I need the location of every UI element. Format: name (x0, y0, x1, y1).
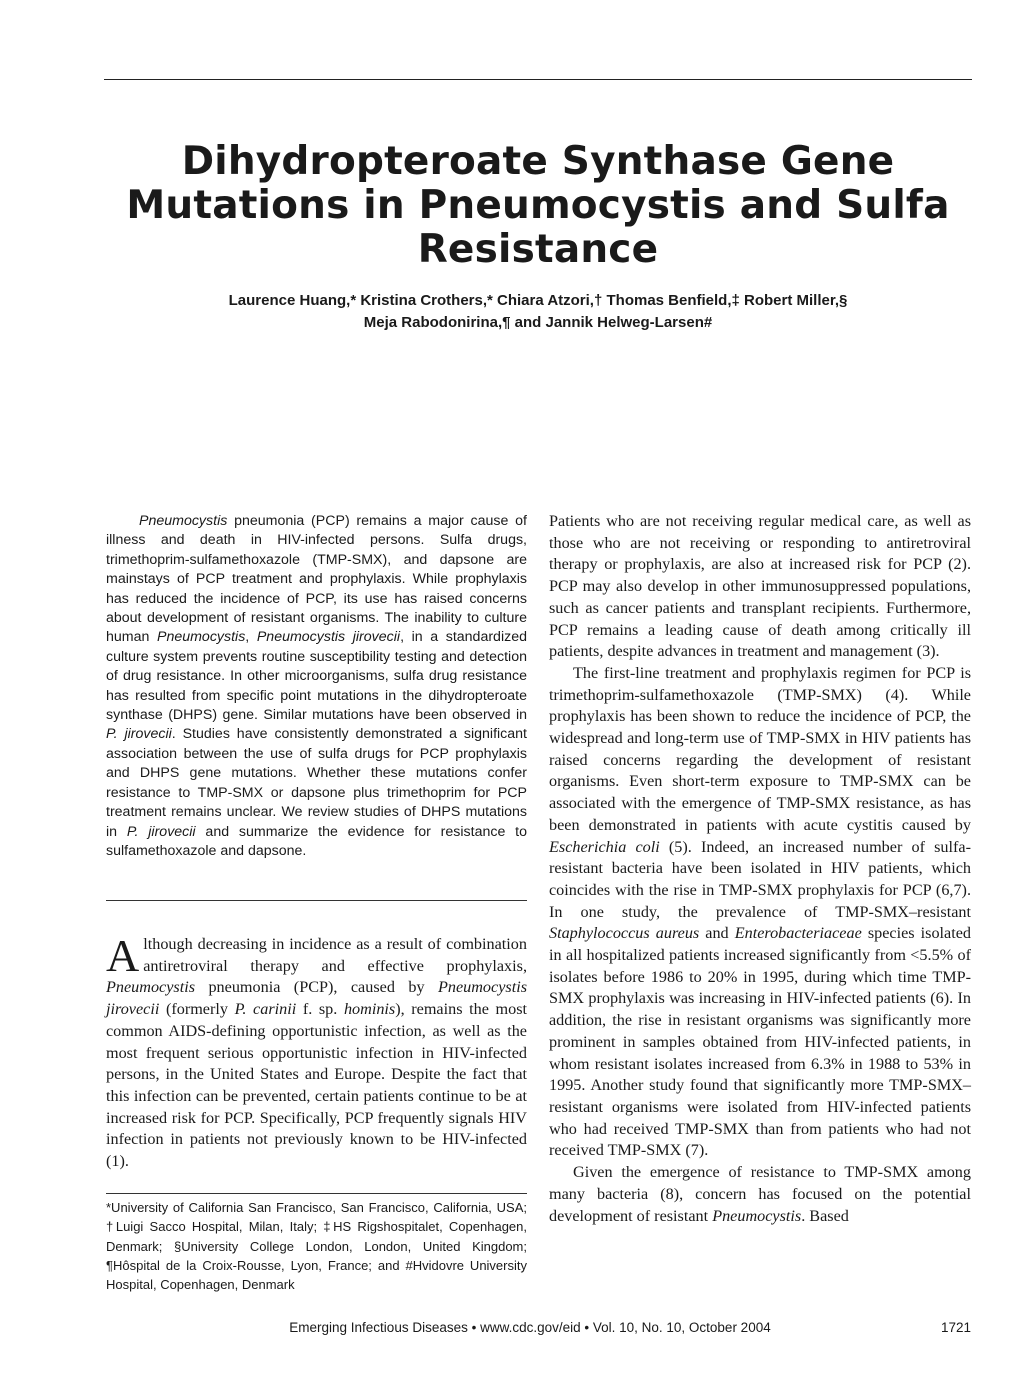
intro-italic: Pneumocystis jirovecii (106, 978, 527, 1019)
abstract-text: , in a standardized culture system prevents routine susceptibility testing and detection of drug resistance. In other microorganisms, sulfa drug resistance has resulted from specific point mutations in the dihydropteroate synthase (DHPS) gene. Similar mutations have been observed in (106, 629, 527, 724)
body-text: species isolated in all hospitalized patients increased significantly from <5.5% of isolates before 1986 to 20% in 1995, during which time TMP-SMX prophylaxis was increasing in HIV-infected patients (6). In addition, the rise in resistant organisms was significantly more prominent in samples obtained from HIV-infected patients, in whom resistant isolates increased from 6.3% in 1988 to 53% in 1995. Another study found that significantly more TMP-SMX–resistant organisms were isolated from HIV-infected patients who had received TMP-SMX than from patients who had not received TMP-SMX (7). (549, 924, 971, 1160)
body-italic: Staphylococcus aureus (549, 924, 700, 943)
abstract-text: pneumonia (PCP) remains a major cause of illness and death in HIV-infected persons. Sulfa drugs, trimethoprim-sulfamethoxazole (TMP-SMX), and dapsone are mainstays of PCP treatment and prophylaxis. While prophylaxis has reduced the incidence of PCP, its use has raised concerns about development of resistant organisms. The inability to culture human (106, 513, 527, 646)
header-rule (104, 79, 972, 80)
abstract-italic: Pneumocystis (156, 629, 246, 646)
body-text: and (699, 924, 735, 943)
intro-text: ), remains the most common AIDS-defining opportunistic infection, as well as the most frequent serious opportunistic infection in HIV-infected persons, in the United States and Europe. Despite the fact that this infection can be prevented, certain patients continue to be at increased risk for PCP. Specifically, PCP frequently signals HIV infection in patients not previously known to be HIV-infected (1). (106, 1000, 527, 1171)
introduction (106, 930, 527, 1173)
body-paragraph-3 (549, 1162, 971, 1227)
body-text: (5). Indeed, an increased number of sulfa-resistant bacteria have been isolated in HIV patients, which coincides with the rise in TMP-SMX prophylaxis for PCP (6,7). In one study, the prevalence of TMP-SMX–resistant (549, 837, 971, 921)
abstract-italic: P. jirovecii (106, 726, 172, 743)
intro-text: f. sp. (296, 1000, 344, 1019)
abstract-italic: Pneumocystis jirovecii (256, 629, 401, 646)
abstract-text: . Studies have consistently demonstrated a significant association between the use of sulfa drugs for PCP prophylaxis and DHPS gene mutations. Whether these mutations confer resistance to TMP-SMX or dapsone plus trimethoprim for PCP treatment remains unclear. We review studies of DHPS mutations in (106, 726, 527, 840)
abstract-text: , (245, 629, 257, 646)
intro-text: (formerly (159, 1000, 235, 1019)
intro-paragraph (106, 930, 527, 1173)
author-line-1: Laurence Huang,* Kristina Crothers,* Chiara Atzori,† Thomas Benfield,‡ Robert Miller,§ (228, 292, 848, 309)
right-column (549, 511, 971, 1227)
page-number: 1721 (940, 1320, 971, 1335)
body-text: Given the emergence of resistance to TMP-SMX among many bacteria (8), concern has focused on the potential development of resistant (549, 1163, 971, 1225)
intro-italic: Pneumocystis (106, 978, 196, 997)
intro-text: pneumonia (PCP), caused by (195, 978, 438, 997)
body-italic: Escherichia coli (549, 837, 660, 856)
intro-italic: hominis (343, 1000, 396, 1019)
abstract (106, 512, 527, 861)
body-paragraph-2 (549, 663, 971, 1162)
body-text: The first-line treatment and prophylaxis regimen for PCP is trimethoprim-sulfamethoxazole (TMP-SMX) (4). While prophylaxis has been shown to reduce the incidence of PCP, the widespread and long-term use of TMP-SMX in HIV patients has raised concerns regarding the development of resistant organisms. Even short-term exposure to TMP-SMX can be associated with the emergence of TMP-SMX resistance, as has been demonstrated in patients with acute cystitis caused by (549, 663, 971, 834)
abstract-rule (106, 900, 527, 901)
author-line-2: Meja Rabodonirina,¶ and Jannik Helweg-Larsen# (363, 314, 713, 331)
abstract-paragraph (106, 512, 527, 861)
journal-footer: Emerging Infectious Diseases • www.cdc.gov/eid • Vol. 10, No. 10, October 2004 (289, 1320, 771, 1335)
abstract-italic: Pneumocystis (139, 513, 228, 529)
drop-cap: A (106, 930, 140, 981)
affiliations-footnote: *University of California San Francisco, San Francisco, California, USA; †Luigi Sacco Hospital, Milan, Italy; ‡HS Rigshospitalet, Copenhagen, Denmark; §University College London, London, United Kingdom; ¶Hôspital de la Croix-Rousse, Lyon, France; and #Hvidovre University Hospital, Copenhagen, Denmark (106, 1200, 527, 1293)
footnote-rule (106, 1193, 527, 1194)
intro-italic: P. carinii (234, 1000, 297, 1019)
article-title: Dihydropteroate Synthase Gene Mutations in Pneumocystis and Sulfa Resistance (126, 139, 950, 272)
intro-text: lthough decreasing in incidence as a result of combination antiretroviral therapy and effective prophylaxis, (143, 935, 527, 975)
abstract-italic: P. jirovecii (126, 823, 196, 840)
abstract-text: and summarize the evidence for resistance to sulfamethoxazole and dapsone. (106, 823, 528, 859)
body-text: . Based (801, 1206, 849, 1225)
body-italic: Pneumocystis (712, 1206, 802, 1225)
author-list (104, 290, 972, 334)
body-paragraph-1: Patients who are not receiving regular medical care, as well as those who are not receiving or responding to antiretroviral therapy or prophylaxis, are also at increased risk for PCP (2). PCP may also develop in other immunosuppressed populations, such as cancer patients and transplant recipients. Furthermore, PCP remains a leading cause of death among critically ill patients, despite advances in treatment and management (3). (549, 512, 971, 661)
body-italic: Enterobacteriaceae (734, 924, 862, 943)
